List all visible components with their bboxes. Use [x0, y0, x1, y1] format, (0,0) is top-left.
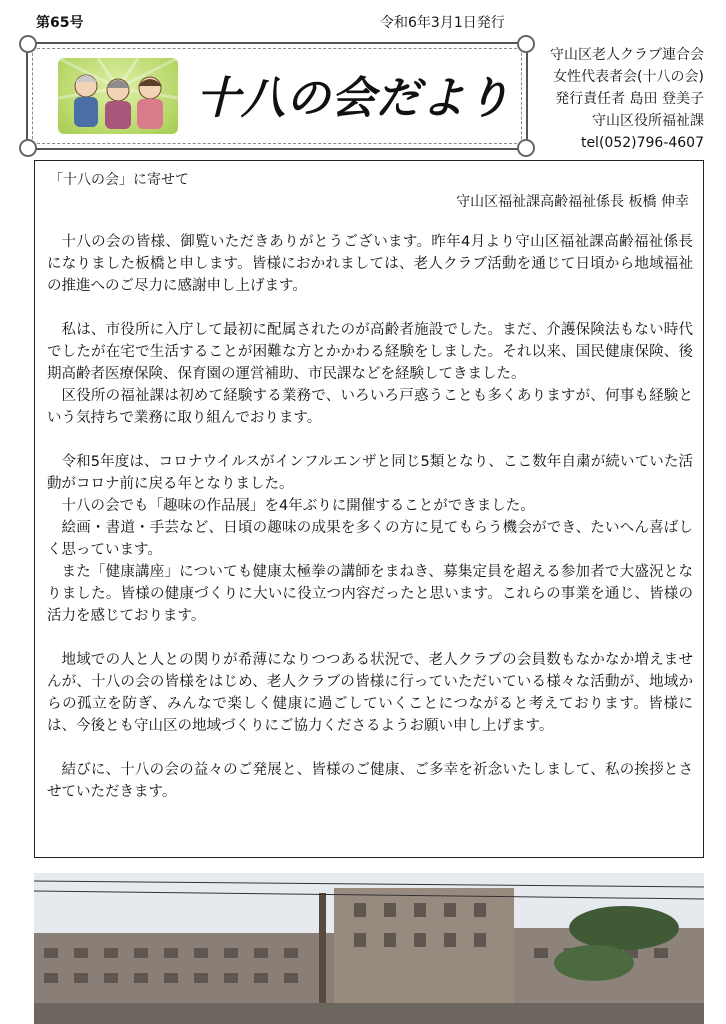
article-body — [47, 231, 693, 825]
paragraph: 絵画・書道・手芸など、日頃の趣味の成果を多くの方に見てもらう機会ができ、たいへん喜ばしく思っています。 — [47, 520, 693, 558]
issue-number: 第65号 — [36, 15, 84, 31]
newsletter-title: 十八の会だより — [196, 73, 511, 124]
paragraph: 十八の会の皆様、御覧いただきありがとうございます。昨年4月より守山区福祉課高齢福祉係長になりました板橋と申します。皆様におかれましては、老人クラブ活動を通じて日頃から地域福祉の推進へのご尽力に感謝申し上げます。 — [47, 234, 693, 294]
article-title: 「十八の会」に寄せて — [49, 172, 189, 188]
paragraph: 区役所の福祉課は初めて経験する業務で、いろいろ戸惑うことも多くありますが、何事も経験という気持ちで業務に取り組んでおります。 — [47, 388, 693, 426]
title-banner — [26, 42, 528, 150]
article-box — [34, 160, 704, 858]
issue-date: 令和6年3月1日発行 — [380, 15, 505, 31]
org-line: 守山区役所福祉課 — [592, 113, 704, 129]
paragraph: 私は、市役所に入庁して最初に配属されたのが高齢者施設でした。まだ、介護保険法もない時代でしたが在宅で生活することが困難な方とかかわる経験をしました。それ以来、国民健康保険、後期高齢者医療保険、保育園の運営補助、市民課などを経験してきました。 — [47, 322, 693, 382]
paragraph: 十八の会でも「趣味の作品展」を4年ぶりに開催することができました。 — [61, 498, 535, 514]
org-line: 守山区老人クラブ連合会 — [550, 47, 704, 63]
paragraph: また「健康講座」についても健康太極拳の講師をまねき、募集定員を超える参加者で大盛況となりました。皆様の健康づくりに大いに役立つ内容だったと思います。これらの事業を通じ、皆様の活力を感じております。 — [47, 564, 693, 624]
ward-office-building-photo — [34, 873, 704, 1024]
paragraph: 結びに、十八の会の益々のご発展と、皆様のご健康、ご多幸を祈念いたしまして、私の挨拶とさせていただきます。 — [47, 762, 693, 800]
org-line: 女性代表者会(十八の会) — [553, 69, 704, 85]
elderly-friends-illustration — [58, 58, 178, 134]
paragraph: 地域での人と人との関りが希薄になりつつある状況で、老人クラブの会員数もなかなか増えませんが、十八の会の皆様をはじめ、老人クラブの皆様に行っていただいている様々な活動が、地域からの孤立を防ぎ、みんなで楽しく健康に過ごしていくことにつながると考えております。皆様には、今後とも守山区の地域づくりにご協力くださるようお願い申し上げます。 — [47, 652, 693, 734]
publisher-info — [514, 44, 704, 154]
frame-ornament — [19, 139, 37, 157]
frame-ornament — [19, 35, 37, 53]
article-author: 守山区福祉課高齢福祉係長 板橋 伸幸 — [456, 194, 689, 210]
paragraph: 令和5年度は、コロナウイルスがインフルエンザと同じ5類となり、ここ数年自粛が続いていた活動がコロナ前に戻る年となりました。 — [47, 454, 693, 492]
org-phone: tel(052)796-4607 — [580, 135, 704, 151]
org-line: 発行責任者 島田 登美子 — [555, 91, 704, 107]
